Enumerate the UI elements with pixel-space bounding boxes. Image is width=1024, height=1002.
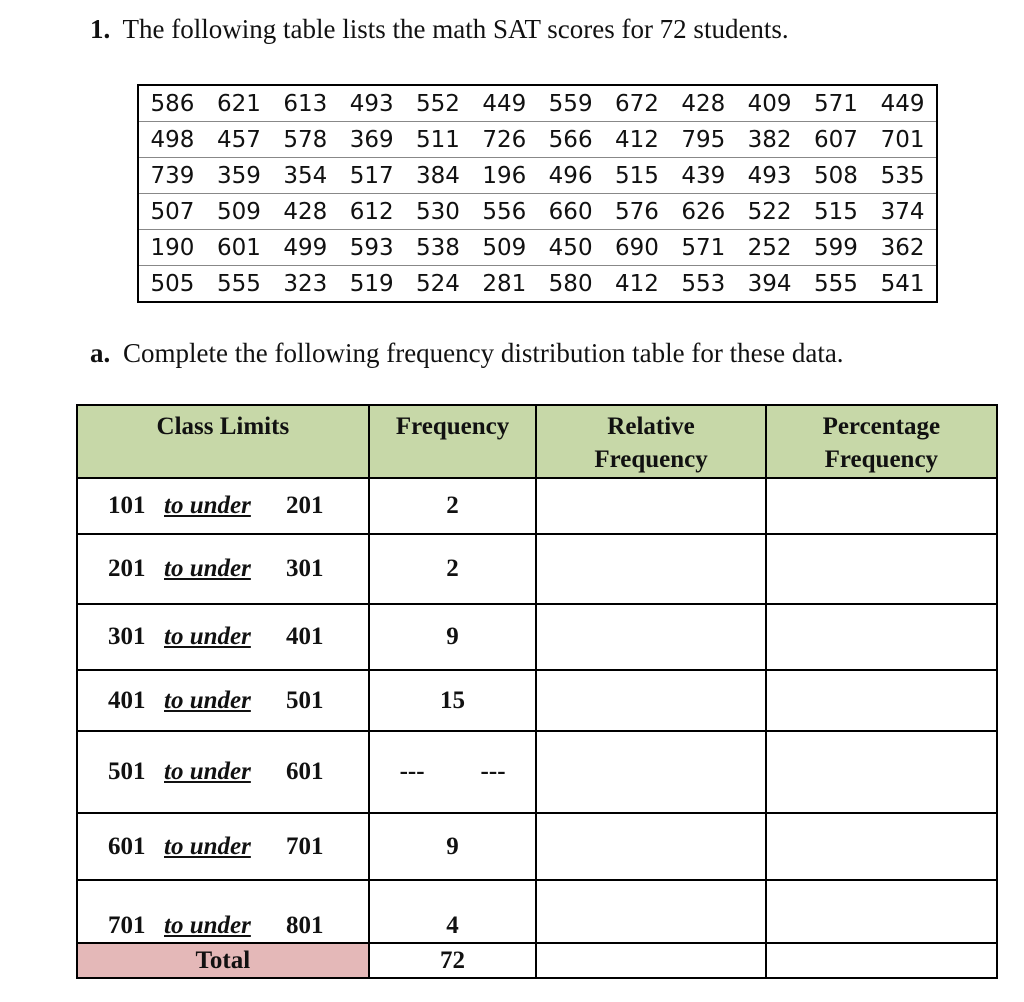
relative-frequency-cell[interactable] [536, 534, 765, 604]
upper-limit: 801 [286, 912, 324, 939]
relative-frequency-cell[interactable] [536, 880, 765, 943]
frequency-row [77, 604, 997, 670]
class-limits-cell [77, 478, 369, 534]
percentage-frequency-cell[interactable] [766, 478, 997, 534]
score-cell: 553 [681, 270, 726, 297]
total-percentage-frequency-cell[interactable] [766, 943, 997, 978]
lower-limit: 401 [108, 686, 146, 714]
score-cell: 571 [803, 85, 869, 122]
question-text: The following table lists the math SAT scores for 72 students. [122, 14, 789, 44]
score-cell: 607 [803, 122, 869, 158]
scores-row [138, 85, 937, 122]
score-cell: 556 [471, 194, 537, 230]
score-cell: 601 [206, 230, 272, 266]
score-cell: 517 [338, 158, 404, 194]
score-cell: 795 [670, 122, 736, 158]
part-text: Complete the following frequency distribution table for these data. [123, 338, 844, 368]
score-cell: 439 [670, 158, 736, 194]
upper-limit: 601 [286, 758, 324, 785]
score-cell: 535 [869, 158, 937, 194]
question-number: 1. [90, 14, 111, 44]
score-cell: 384 [405, 158, 471, 194]
class-limits-cell [77, 604, 369, 670]
header-relative-frequency: Relative Frequency [536, 405, 765, 478]
score-cell: 566 [537, 122, 603, 158]
frequency-row [77, 731, 997, 813]
frequency-table [76, 404, 998, 979]
score-cell: 190 [138, 230, 206, 266]
frequency-cell [369, 670, 537, 731]
score-cell: 507 [138, 194, 206, 230]
frequency-blank: --- [480, 758, 506, 785]
score-cell: 530 [405, 194, 471, 230]
frequency-cell [369, 813, 537, 880]
percentage-frequency-cell[interactable] [766, 813, 997, 880]
upper-limit: 301 [286, 555, 324, 582]
score-cell: 450 [537, 230, 603, 266]
score-cell: 449 [869, 85, 937, 122]
score-cell: 576 [604, 194, 670, 230]
part-a [90, 338, 844, 369]
score-cell: 412 [615, 270, 659, 297]
frequency-row [77, 478, 997, 534]
relative-frequency-cell[interactable] [536, 731, 765, 813]
score-cell: 726 [471, 122, 537, 158]
lower-limit: 201 [108, 555, 146, 582]
scores-row [138, 266, 937, 303]
score-cell: 196 [471, 158, 537, 194]
score-cell: 690 [604, 230, 670, 266]
score-cell: 359 [206, 158, 272, 194]
connector-text: to under [164, 758, 251, 785]
score-cell: 394 [747, 270, 792, 297]
header-class-limits: Class Limits [77, 405, 369, 478]
frequency-value: 2 [446, 555, 459, 582]
scores-table [137, 84, 938, 303]
header-percentage-frequency: Percentage Frequency [766, 405, 997, 478]
score-cell: 412 [604, 122, 670, 158]
lower-limit: 101 [108, 492, 146, 519]
scores-row [138, 194, 937, 230]
header-frequency: Frequency [369, 405, 537, 478]
relative-frequency-cell[interactable] [536, 478, 765, 534]
score-cell: 555 [217, 270, 261, 297]
score-cell: 578 [272, 122, 338, 158]
score-cell: 509 [471, 230, 537, 266]
class-limits-cell [77, 534, 369, 604]
percentage-frequency-cell[interactable] [766, 534, 997, 604]
frequency-cell [369, 880, 537, 943]
upper-limit: 201 [286, 492, 324, 519]
lower-limit: 701 [108, 912, 146, 939]
score-cell: 428 [670, 85, 736, 122]
score-cell: 493 [736, 158, 802, 194]
frequency-cell [369, 604, 537, 670]
score-cell: 612 [338, 194, 404, 230]
score-cell: 515 [803, 194, 869, 230]
frequency-row [77, 813, 997, 880]
score-cell: 493 [338, 85, 404, 122]
relative-frequency-cell[interactable] [536, 670, 765, 731]
total-relative-frequency-cell[interactable] [536, 943, 765, 978]
connector-text: to under [164, 555, 251, 582]
score-cell: 428 [272, 194, 338, 230]
upper-limit: 701 [286, 832, 324, 860]
score-cell: 571 [670, 230, 736, 266]
score-cell: 449 [471, 85, 537, 122]
class-limits-cell [77, 731, 369, 813]
score-cell: 559 [537, 85, 603, 122]
score-cell: 505 [150, 270, 195, 297]
connector-text: to under [164, 912, 251, 939]
score-cell: 672 [604, 85, 670, 122]
score-cell: 498 [138, 122, 206, 158]
score-cell: 552 [405, 85, 471, 122]
score-cell: 281 [482, 270, 527, 297]
frequency-value: 15 [440, 686, 466, 714]
total-frequency: 72 [369, 943, 537, 978]
class-limits-cell [77, 880, 369, 943]
class-limits-cell [77, 670, 369, 731]
score-cell: 511 [405, 122, 471, 158]
score-cell: 508 [803, 158, 869, 194]
question-1 [90, 14, 789, 45]
scores-row [138, 230, 937, 266]
score-cell: 362 [869, 230, 937, 266]
score-cell: 701 [869, 122, 937, 158]
connector-text: to under [164, 492, 251, 519]
score-cell: 409 [736, 85, 802, 122]
percentage-frequency-cell[interactable] [766, 731, 997, 813]
frequency-cell [369, 534, 537, 604]
score-cell: 621 [206, 85, 272, 122]
upper-limit: 501 [286, 686, 324, 714]
score-cell: 660 [537, 194, 603, 230]
lower-limit: 301 [108, 623, 146, 650]
upper-limit: 401 [286, 623, 324, 650]
relative-frequency-cell[interactable] [536, 604, 765, 670]
score-cell: 739 [138, 158, 206, 194]
lower-limit: 601 [108, 832, 146, 860]
score-cell: 524 [416, 270, 460, 297]
percentage-frequency-cell[interactable] [766, 604, 997, 670]
score-cell: 599 [803, 230, 869, 266]
frequency-row [77, 534, 997, 604]
score-cell: 499 [272, 230, 338, 266]
score-cell: 252 [736, 230, 802, 266]
score-cell: 509 [206, 194, 272, 230]
score-cell: 354 [272, 158, 338, 194]
frequency-value: 9 [446, 832, 459, 860]
connector-text: to under [164, 623, 251, 650]
frequency-row [77, 880, 997, 943]
score-cell: 613 [272, 85, 338, 122]
score-cell: 369 [338, 122, 404, 158]
score-cell: 515 [604, 158, 670, 194]
total-row [77, 943, 997, 978]
score-cell: 457 [206, 122, 272, 158]
relative-frequency-cell[interactable] [536, 813, 765, 880]
percentage-frequency-cell[interactable] [766, 670, 997, 731]
frequency-cell [369, 731, 537, 813]
score-cell: 382 [736, 122, 802, 158]
frequency-value: 2 [446, 492, 459, 519]
frequency-blank: --- [399, 758, 425, 785]
score-cell: 496 [537, 158, 603, 194]
frequency-value: 9 [446, 623, 459, 650]
frequency-row [77, 670, 997, 731]
connector-text: to under [164, 832, 251, 860]
score-cell: 593 [338, 230, 404, 266]
total-label: Total [77, 943, 369, 978]
score-cell: 586 [138, 85, 206, 122]
score-cell: 538 [405, 230, 471, 266]
score-cell: 374 [869, 194, 937, 230]
score-cell: 626 [670, 194, 736, 230]
percentage-frequency-cell[interactable] [766, 880, 997, 943]
lower-limit: 501 [108, 758, 146, 785]
class-limits-cell [77, 813, 369, 880]
score-cell: 323 [283, 270, 328, 297]
scores-row [138, 122, 937, 158]
score-cell: 555 [813, 270, 858, 297]
frequency-value: 4 [446, 912, 459, 939]
score-cell: 580 [548, 270, 593, 297]
score-cell: 522 [736, 194, 802, 230]
connector-text: to under [164, 686, 251, 714]
score-cell: 519 [349, 270, 394, 297]
frequency-cell [369, 478, 537, 534]
scores-row [138, 158, 937, 194]
part-letter: a. [90, 338, 111, 368]
score-cell: 541 [880, 270, 925, 297]
